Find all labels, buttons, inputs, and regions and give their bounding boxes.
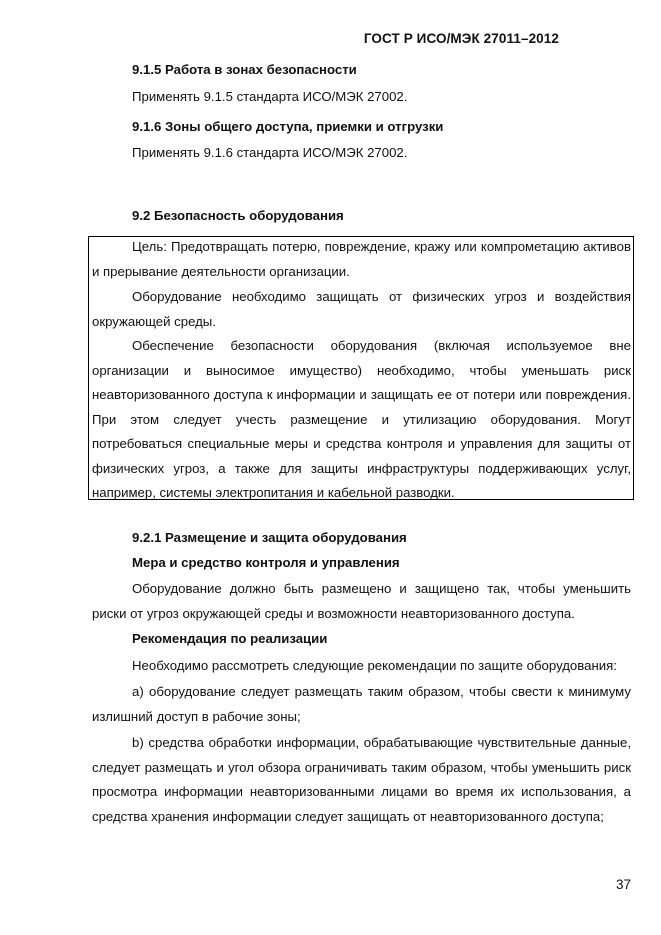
control-heading: Мера и средство контроля и управления — [132, 555, 400, 570]
implementation-intro: Необходимо рассмотреть следующие рекомендации по защите оборудования: — [132, 658, 617, 673]
objective-paragraph: Цель: Предотвращать потерю, повреждение, кражу или компрометацию активов и прерывание деятельности организации. — [92, 239, 631, 279]
section-9-1-5-text: Применять 9.1.5 стандарта ИСО/МЭК 27002. — [132, 89, 408, 104]
section-9-1-6-heading: 9.1.6 Зоны общего доступа, приемки и отгрузки — [132, 119, 444, 134]
section-9-2-1-heading: 9.2.1 Размещение и защита оборудования — [132, 530, 407, 545]
section-9-1-6-text: Применять 9.1.6 стандарта ИСО/МЭК 27002. — [132, 145, 408, 160]
equipment-security-paragraph: Обеспечение безопасности оборудования (включая используемое вне организации и выносимое имущество) необходимо, чтобы уменьшать риск неавторизованного доступа к информации и защищать ее от потери или повреждения. При этом следует учесть размещение и утилизацию оборудования. Могут потребоваться специальные меры и средства контроля и управления для защиты от физических угроз, а также для защиты инфраструктуры поддерживающих услуг, например, системы электропитания и кабельной разводки. — [92, 338, 631, 500]
list-item-b: b) средства обработки информации, обрабатывающие чувствительные данные, следует размещать и угол обзора ограничивать таким образом, чтобы уменьшить риск просмотра информации неавторизованными лицами во время их использования, а средства хранения информации следует защищать от неавторизованного доступа; — [92, 735, 631, 824]
page-number: 37 — [615, 877, 631, 892]
control-text: Оборудование должно быть размещено и защищено так, чтобы уменьшить риски от угроз окружающей среды и возможности неавторизованного доступа. — [92, 581, 631, 621]
document-header: ГОСТ Р ИСО/МЭК 27011–2012 — [363, 31, 559, 46]
section-9-1-5-heading: 9.1.5 Работа в зонах безопасности — [132, 62, 357, 77]
equipment-protection-paragraph: Оборудование необходимо защищать от физических угроз и воздействия окружающей среды. — [92, 289, 631, 329]
list-item-a: а) оборудование следует размещать таким образом, чтобы свести к минимуму излишний доступ в рабочие зоны; — [92, 684, 631, 724]
section-9-2-heading: 9.2 Безопасность оборудования — [132, 208, 344, 223]
implementation-heading: Рекомендация по реализации — [132, 631, 328, 646]
